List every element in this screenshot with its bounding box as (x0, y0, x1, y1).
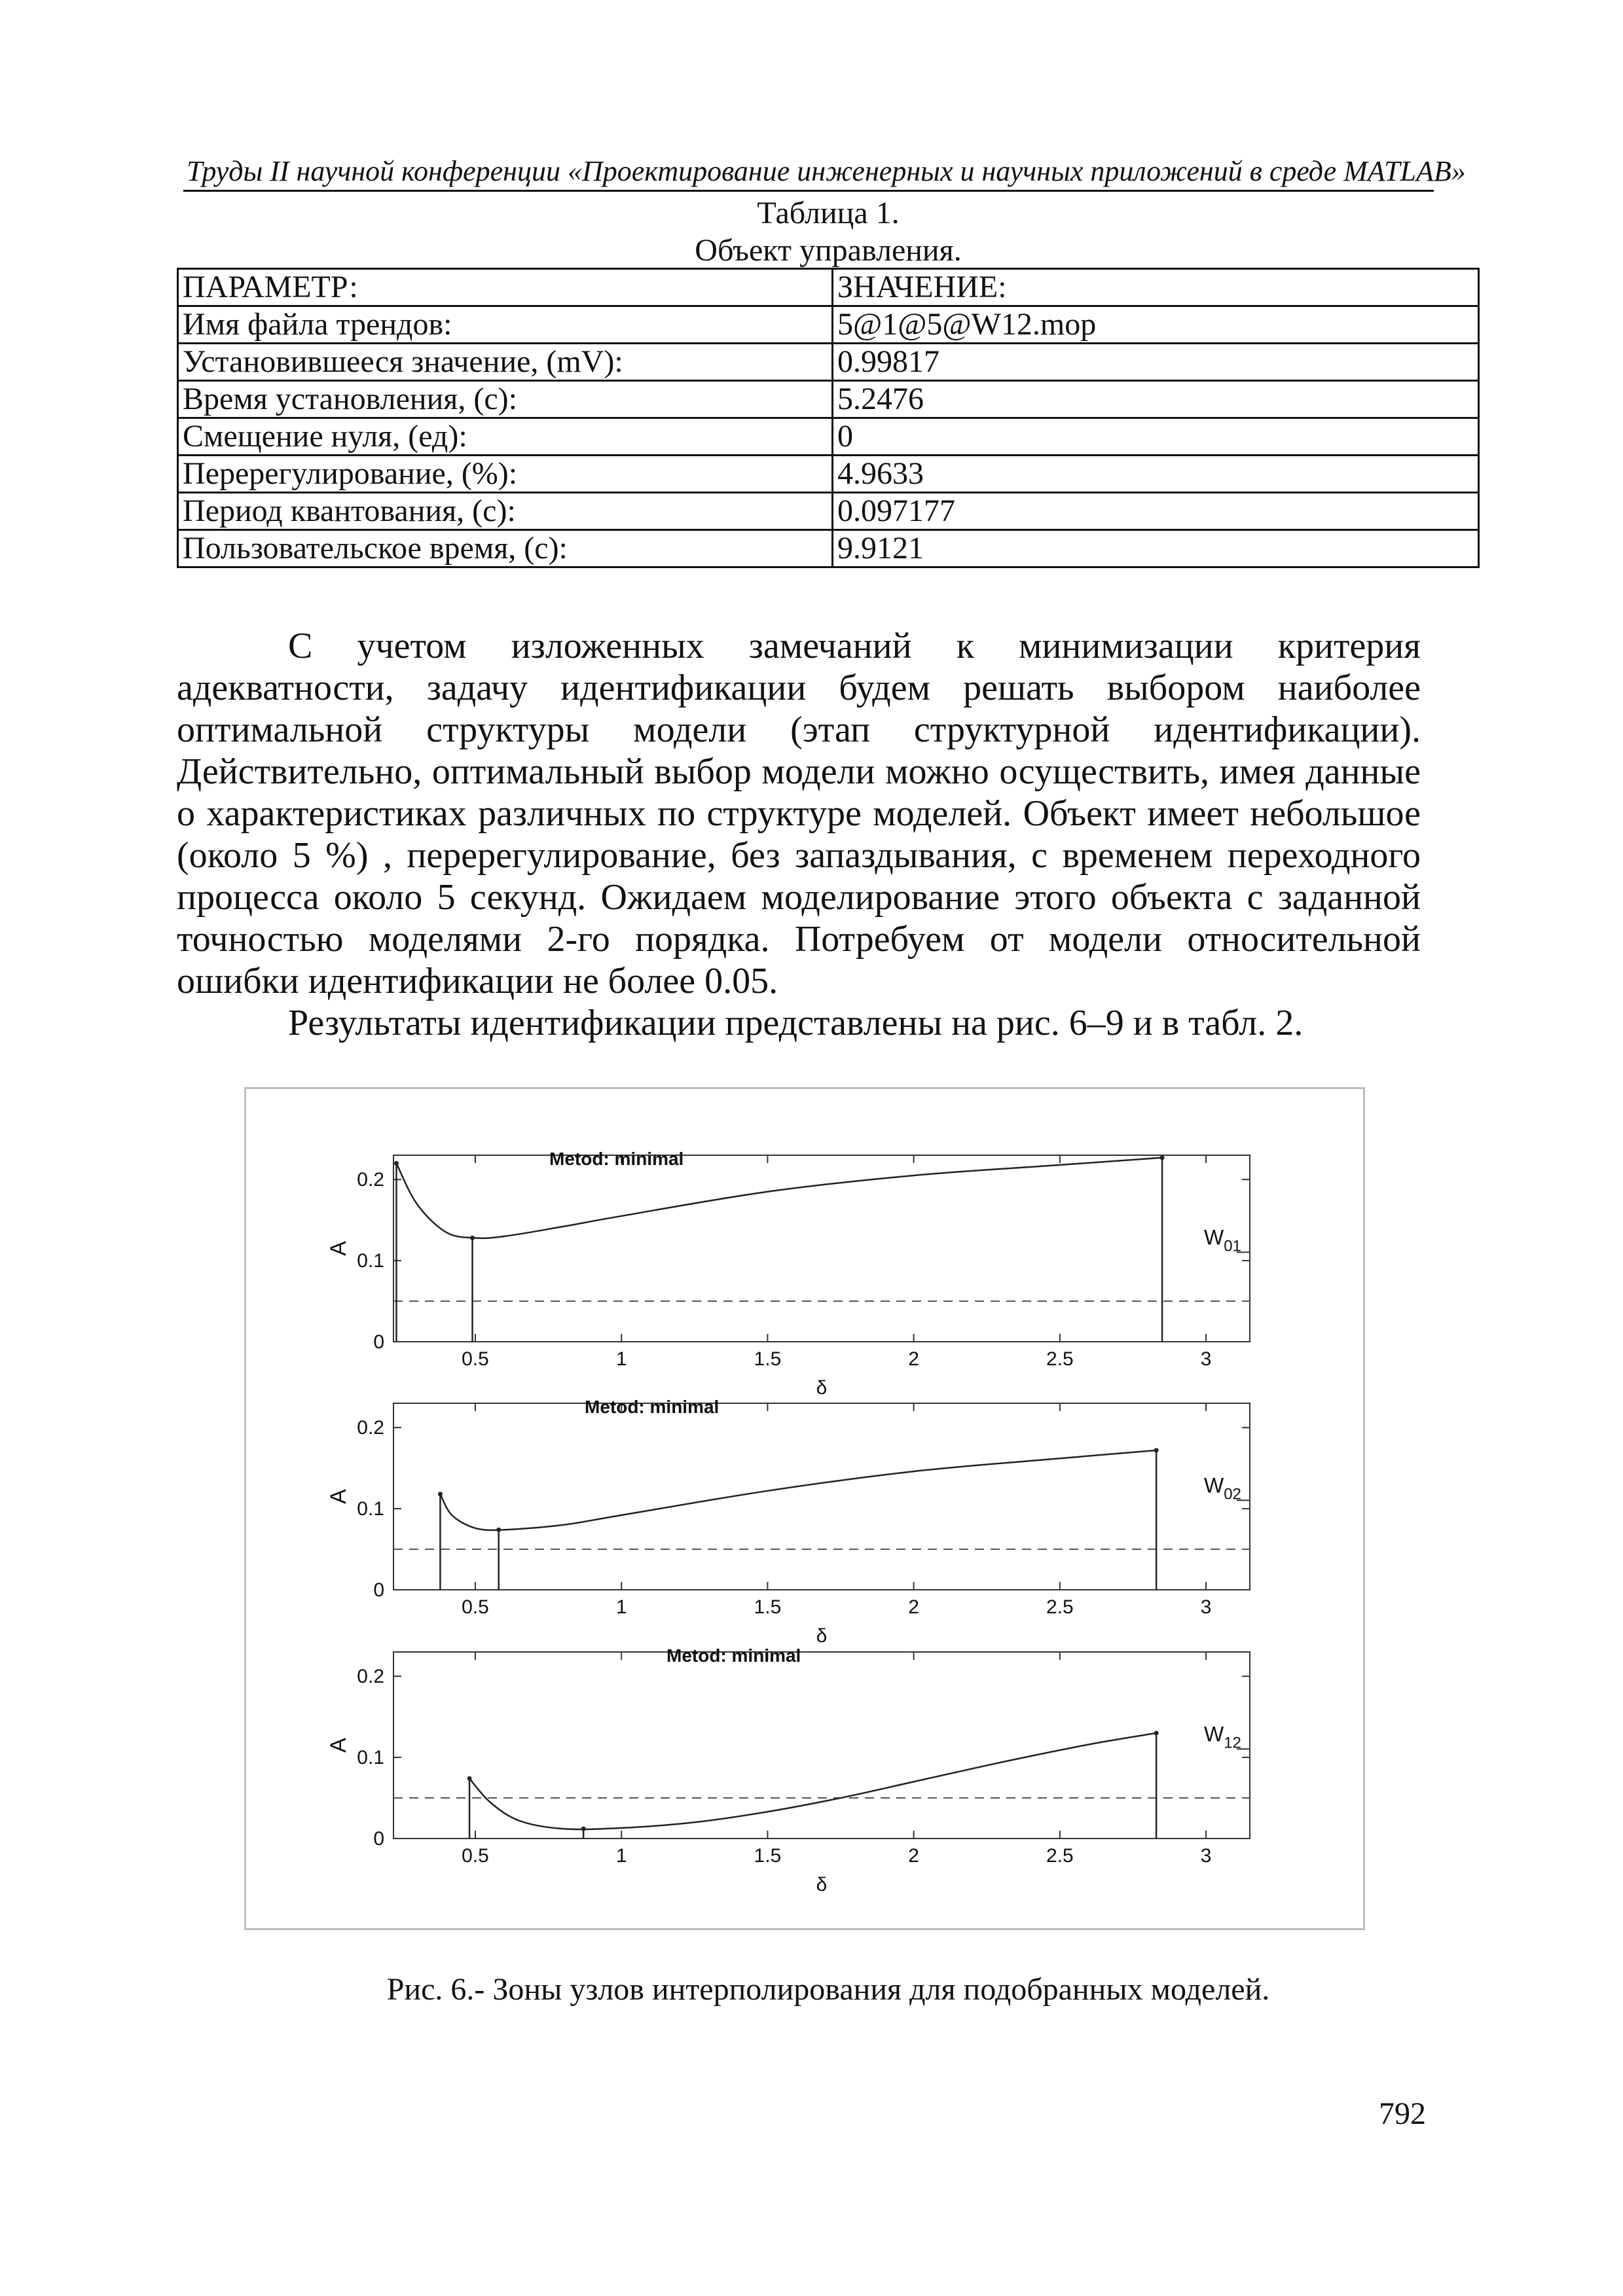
parameter-name: Смещение нуля, (ед): (178, 418, 833, 456)
y-tick-label: 0 (373, 1331, 384, 1353)
model-curve (440, 1450, 1156, 1530)
column-header: ЗНАЧЕНИЕ: (833, 269, 1479, 306)
node-marker (496, 1528, 501, 1532)
x-tick-label: 2.5 (1046, 1596, 1074, 1618)
series-label-subscript: 12 (1224, 1734, 1241, 1752)
figure-caption: Рис. 6.- Зоны узлов интерполирования для подобранных моделей. (386, 1972, 1270, 2007)
plot-title: Metod: minimal (666, 1645, 801, 1666)
table-row (178, 493, 1479, 530)
model-curve (469, 1733, 1156, 1829)
y-axis-label: A (325, 1738, 351, 1753)
parameter-value: 9.9121 (833, 530, 1479, 567)
x-tick-label: 2 (908, 1845, 919, 1867)
table-row (178, 344, 1479, 381)
parameter-name: Пользовательское время, (с): (178, 530, 833, 567)
x-axis-label: δ (816, 1874, 828, 1895)
figure-frame (244, 1087, 1365, 1930)
axes-box (393, 1403, 1250, 1590)
series-label: $W_{01}$ (1204, 1225, 1241, 1255)
y-tick-label: 0.2 (357, 1417, 384, 1439)
x-axis-label: δ (816, 1625, 828, 1647)
table-caption-title: Объект управления. (695, 233, 962, 268)
x-tick-label: 1 (615, 1348, 627, 1370)
x-tick-label: 0.5 (462, 1845, 489, 1867)
parameter-name: Перерегулирование, (%): (178, 456, 833, 493)
running-header: Труды II научной конференции «Проектирование инженерных и научных приложений в среде MATLAB» (187, 155, 1466, 187)
parameter-value: 0.097177 (833, 493, 1479, 530)
y-axis-label: A (325, 1241, 351, 1256)
column-header: ПАРАМЕТР: (178, 269, 833, 306)
axes-box (393, 1155, 1250, 1342)
axes-box (393, 1652, 1250, 1839)
parameters-table (177, 268, 1480, 568)
y-tick-label: 0.1 (357, 1498, 384, 1520)
parameter-name: Время установления, (с): (178, 381, 833, 418)
node-marker (581, 1827, 586, 1831)
body-text (177, 625, 1421, 1044)
x-tick-label: 3 (1200, 1845, 1212, 1867)
table-row (178, 418, 1479, 456)
x-tick-label: 1.5 (754, 1845, 782, 1867)
x-axis-label: δ (816, 1377, 828, 1399)
figure-6-plots (246, 1089, 1363, 1928)
y-axis-label: A (325, 1489, 351, 1504)
table-row (178, 530, 1479, 567)
node-marker (470, 1236, 475, 1240)
paragraph: Результаты идентификации представлены на рис. 6–9 и в табл. 2. (288, 1003, 1304, 1043)
series-label: $W_{12}$ (1204, 1722, 1241, 1752)
model-curve (396, 1158, 1162, 1238)
x-tick-label: 1.5 (754, 1348, 782, 1370)
node-marker (394, 1161, 399, 1166)
parameter-name: Установившееся значение, (mV): (178, 344, 833, 381)
parameter-value: 4.9633 (833, 456, 1479, 493)
header-rule (183, 190, 1434, 192)
node-marker (467, 1776, 472, 1781)
y-tick-label: 0.2 (357, 1666, 384, 1688)
paragraph: С учетом изложенных замечаний к минимизации критерия адекватности, задачу идентификации будем решать выбором наиболее оптимальной структуры модели (этап структурной идентификации). Действительно, оптимальный выбор модели можно осуществить, имея данные о характеристиках различных по структуре моделей. Объект имеет небольшое (около 5 %) , перерегулирование, без запаздывания, с временем переходного процесса около 5 секунд. Ожидаем моделирование этого объекта с заданной точностью моделями 2-го порядка. Потребуем от модели относительной ошибки идентификации не более 0.05. (177, 626, 1421, 1001)
x-tick-label: 2 (908, 1596, 919, 1618)
x-tick-label: 0.5 (462, 1348, 489, 1370)
x-tick-label: 1 (615, 1596, 627, 1618)
x-tick-label: 3 (1200, 1348, 1212, 1370)
parameter-value: 5.2476 (833, 381, 1479, 418)
table-row (178, 456, 1479, 493)
table-row (178, 381, 1479, 418)
x-tick-label: 1 (615, 1845, 627, 1867)
x-tick-label: 2.5 (1046, 1348, 1074, 1370)
plot-title: Metod: minimal (549, 1149, 684, 1169)
series-label: $W_{02}$ (1204, 1473, 1241, 1503)
node-marker (438, 1492, 443, 1496)
x-tick-label: 0.5 (462, 1596, 489, 1618)
x-tick-label: 2 (908, 1348, 919, 1370)
x-tick-label: 1.5 (754, 1596, 782, 1618)
x-tick-label: 3 (1200, 1596, 1212, 1618)
node-marker (1160, 1155, 1165, 1160)
y-tick-label: 0 (373, 1828, 384, 1850)
parameter-name: Имя файла трендов: (178, 306, 833, 344)
table-header-row (178, 269, 1479, 306)
parameter-value: 5@1@5@W12.mop (833, 306, 1479, 344)
parameter-value: 0.99817 (833, 344, 1479, 381)
y-tick-label: 0 (373, 1579, 384, 1601)
plot-title: Metod: minimal (585, 1397, 720, 1417)
table-caption-number: Таблица 1. (757, 196, 900, 230)
parameter-value: 0 (833, 418, 1479, 456)
node-marker (1154, 1731, 1159, 1735)
y-tick-label: 0.1 (357, 1747, 384, 1769)
y-tick-label: 0.2 (357, 1169, 384, 1191)
page-number: 792 (1379, 2096, 1426, 2131)
x-tick-label: 2.5 (1046, 1845, 1074, 1867)
node-marker (1154, 1448, 1159, 1452)
y-tick-label: 0.1 (357, 1250, 384, 1272)
parameter-name: Период квантования, (с): (178, 493, 833, 530)
series-label-subscript: 01 (1224, 1237, 1241, 1255)
table-row (178, 306, 1479, 344)
series-label-subscript: 02 (1224, 1485, 1241, 1503)
